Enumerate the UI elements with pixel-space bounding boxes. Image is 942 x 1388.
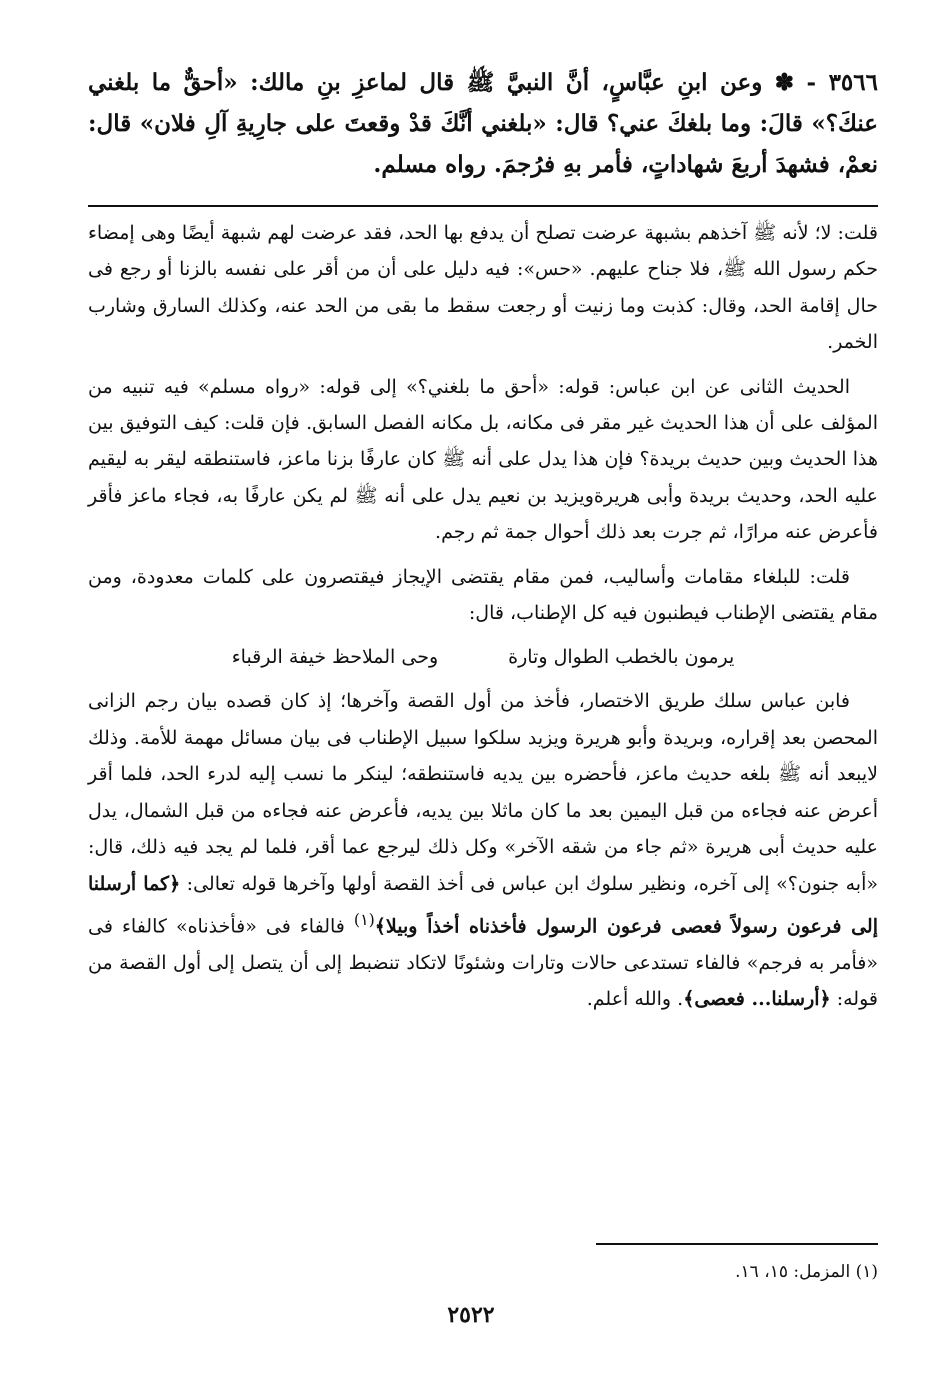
poetry-verse	[88, 639, 878, 675]
paragraph-4-end: . والله أعلم.	[586, 988, 684, 1011]
hadith-text: ٣٥٦٦ - ✽ وعن ابنِ عبَّاسٍ، أنَّ النبيَّ ﷺ قال لماعزِ بنِ مالك: «أحقٌّ ما بلغني عنكَ؟» قالَ: وما بلغكَ عني؟ قال: «بلغني أنَّكَ قدْ وقعتَ على جارِيةِ آلِ فلان» قال: نعمْ، فشهدَ أربعَ شهاداتٍ، فأمر بهِ فرُجمَ. رواه مسلم.	[88, 69, 878, 178]
commentary-paragraph-2: الحديث الثانى عن ابن عباس: قوله: «أحق ما بلغني؟» إلى قوله: «رواه مسلم» فيه تنبيه من المؤلف على أن هذا الحديث غير مقر فى مكانه، بل مكانه الفصل السابق. فإن قلت: كيف التوفيق بين هذا الحديث وبين حديث بريدة؟ فإن هذا يدل على أنه ﷺ كان عارفًا بزنا ماعز، فاستنطقه ليقر به ليقيم عليه الحد، وحديث بريدة وأبى هريرةويزيد بن نعيم يدل على أنه ﷺ لم يكن عارفًا به، فجاء ماعز فأقر فأعرض عنه مرارًا، ثم جرت بعد ذلك أحوال جمة ثم رجم.	[88, 375, 878, 544]
footnote-reference: (١)	[353, 909, 375, 929]
commentary-paragraph-3: قلت: للبلغاء مقامات وأساليب، فمن مقام يقتضى الإيجاز فيقتصرون على كلمات معدودة، ومن مقام يقتضى الإطناب فيطنبون فيه كل الإطناب، قال:	[88, 565, 878, 625]
page-body	[88, 62, 878, 1025]
commentary-paragraph-1: قلت: لا؛ لأنه ﷺ آخذهم بشبهة عرضت تصلح أن يدفع بها الحد، فقد عرضت لهم شبهة أيضًا وهى إمضاء حكم رسول الله ﷺ، فلا جناح عليهم. «حس»: فيه دليل على أن من أقر على نفسه بالزنا أو رجع فى حال إقامة الحد، وقال: كذبت وما زنيت أو رجعت سقط ما بقى من الحد عنه، وكذلك السارق وشارب الخمر.	[88, 222, 878, 354]
footnote: (١) المزمل: ١٥، ١٦.	[735, 1262, 878, 1282]
commentary	[88, 215, 878, 1017]
commentary-paragraph-4	[88, 683, 878, 1017]
footnote-divider	[596, 1243, 878, 1245]
quran-quote-2: ﴿أرسلنا... فعصى﴾	[683, 988, 831, 1011]
page-number: ٢٥٢٢	[447, 1302, 495, 1328]
paragraph-4-middle: فالفاء فى «فأخذناه» كالفاء فى «فأمر به فرجم» فالفاء تستدعى حالات وتارات وشئونًا لاتكاد تنضبط إلى أن يتصل إلى أول القصة من قوله:	[88, 915, 878, 1011]
quran-quote-1: ﴿كما أرسلنا إلى فرعون رسولاً فعصى فرعون الرسول فأخذناه أخذاً وبيلا﴾	[88, 872, 878, 938]
paragraph-4-intro: فابن عباس سلك طريق الاختصار، فأخذ من أول القصة وآخرها؛ إذ كان قصده بيان رجم الزانى المحصن بعد إقراره، وبريدة وأبو هريرة ويزيد سلكوا سبيل الإطناب فى بيان مسائل مهمة للأمة. وذلك لايبعد أنه ﷺ بلغه حديث ماعز، فأحضره بين يديه فاستنطقه؛ لينكر ما نسب إليه لدرء الحد، فلما أقر أعرض عنه فجاءه من قبل اليمين بعد ما كان ماثلا بين يديه، فأعرض عنه فجاءه من قبل الشمال، يدل عليه حديث أبى هريرة «ثم جاء من شقه الآخر» وكل ذلك ليرجع عما أقر، فلما لم يجد فيه ذلك، قال: «أبه جنون؟» إلى آخره، ونظير سلوك ابن عباس فى أخذ القصة أولها وآخرها قوله تعالى:	[88, 690, 878, 895]
verse-first-hemistich: يرمون بالخطب الطوال وتارة	[508, 646, 735, 669]
section-divider	[88, 205, 878, 207]
verse-second-hemistich: وحى الملاحظ خيفة الرقباء	[231, 646, 439, 669]
